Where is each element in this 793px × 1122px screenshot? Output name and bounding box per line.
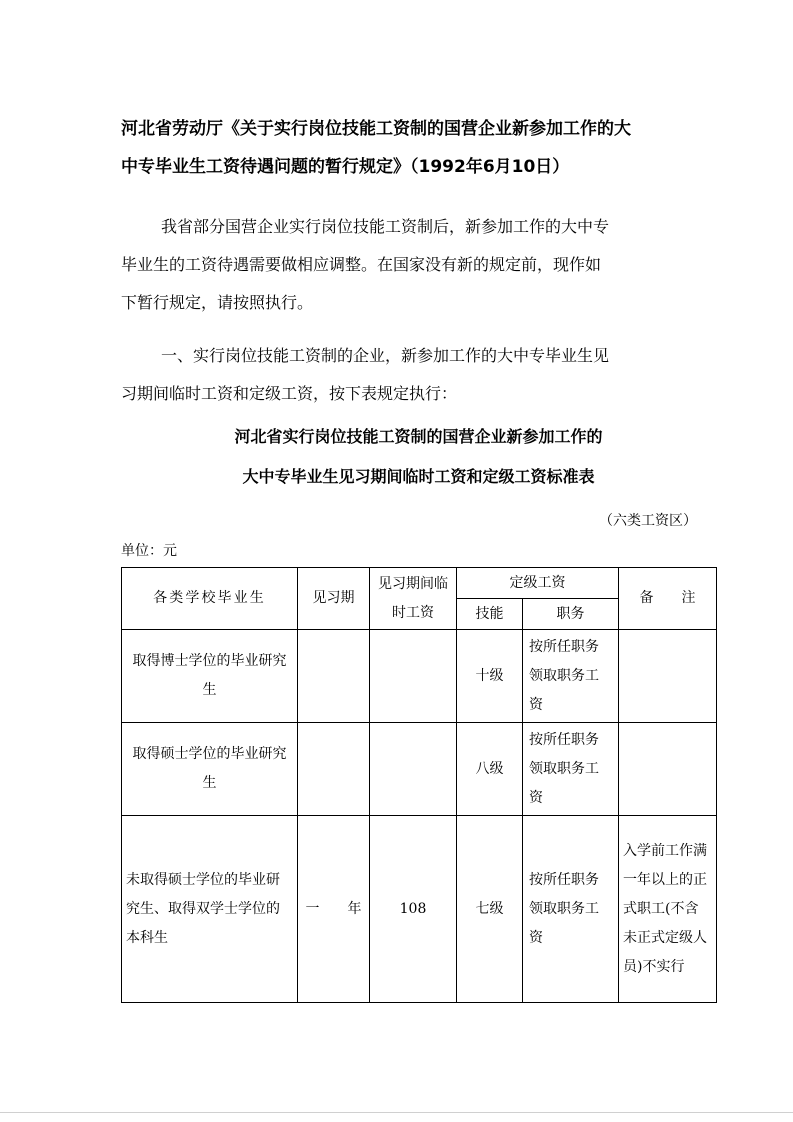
cell-temp-wage: 108 — [370, 816, 457, 1003]
paragraph-rule-one-line-2: 习期间临时工资和定级工资，按下表规定执行： — [121, 384, 458, 403]
paragraph-intro — [121, 208, 681, 322]
cell-duty: 按所任职务领取职务工资 — [523, 816, 619, 1003]
cell-duty: 按所任职务领取职务工资 — [523, 630, 619, 723]
paragraph-intro-line-3: 下暂行规定，请按照执行。 — [121, 293, 314, 312]
document-title — [121, 110, 701, 186]
document-title-line-2: 中专毕业生工资待遇问题的暂行规定》（1992年6月10日） — [121, 157, 570, 177]
cell-probation — [298, 723, 370, 816]
paragraph-intro-line-1: 我省部分国营企业实行岗位技能工资制后，新参加工作的大中专 — [161, 217, 610, 236]
header-probation: 见习期 — [298, 568, 370, 630]
wage-region-note: （六类工资区） — [599, 513, 697, 529]
cell-probation: 一 年 — [298, 816, 370, 1003]
cell-graduate-type: 取得博士学位的毕业研究生 — [122, 630, 298, 723]
table-title-line-1: 河北省实行岗位技能工资制的国营企业新参加工作的 — [234, 427, 603, 446]
paragraph-rule-one — [121, 337, 681, 413]
paragraph-intro-line-2: 毕业生的工资待遇需要做相应调整。在国家没有新的规定前，现作如 — [121, 255, 602, 274]
cell-graduate-type: 未取得硕士学位的毕业研究生、取得双学士学位的本科生 — [122, 816, 298, 1003]
table-row — [122, 630, 717, 723]
cell-graduate-type: 取得硕士学位的毕业研究生 — [122, 723, 298, 816]
wage-standard-table — [121, 567, 717, 1003]
paragraph-rule-one-line-1: 一、实行岗位技能工资制的企业，新参加工作的大中专毕业生见 — [161, 346, 610, 365]
cell-skill: 七级 — [457, 816, 523, 1003]
unit-label: 单位：元 — [121, 543, 177, 559]
cell-skill: 八级 — [457, 723, 523, 816]
cell-duty: 按所任职务领取职务工资 — [523, 723, 619, 816]
header-skill: 技能 — [457, 599, 523, 630]
cell-temp-wage — [370, 630, 457, 723]
cell-temp-wage — [370, 723, 457, 816]
cell-remarks: 入学前工作满一年以上的正式职工(不含未正式定级人员)不实行 — [619, 816, 717, 1003]
table-title-line-2: 大中专毕业生见习期间临时工资和定级工资标准表 — [242, 467, 595, 486]
table-row — [122, 723, 717, 816]
header-grade-wage: 定级工资 — [457, 568, 619, 599]
cell-remarks — [619, 723, 717, 816]
table-row — [122, 816, 717, 1003]
header-temp-wage: 见习期间临时工资 — [370, 568, 457, 630]
cell-skill: 十级 — [457, 630, 523, 723]
header-duty: 职务 — [523, 599, 619, 630]
cell-probation — [298, 630, 370, 723]
page-bottom-divider — [0, 1112, 793, 1113]
table-header-row — [122, 568, 717, 599]
document-title-line-1: 河北省劳动厅《关于实行岗位技能工资制的国营企业新参加工作的大 — [121, 119, 631, 139]
header-remarks: 备 注 — [619, 568, 717, 630]
cell-remarks — [619, 630, 717, 723]
header-graduate-type: 各类学校毕业生 — [122, 568, 298, 630]
